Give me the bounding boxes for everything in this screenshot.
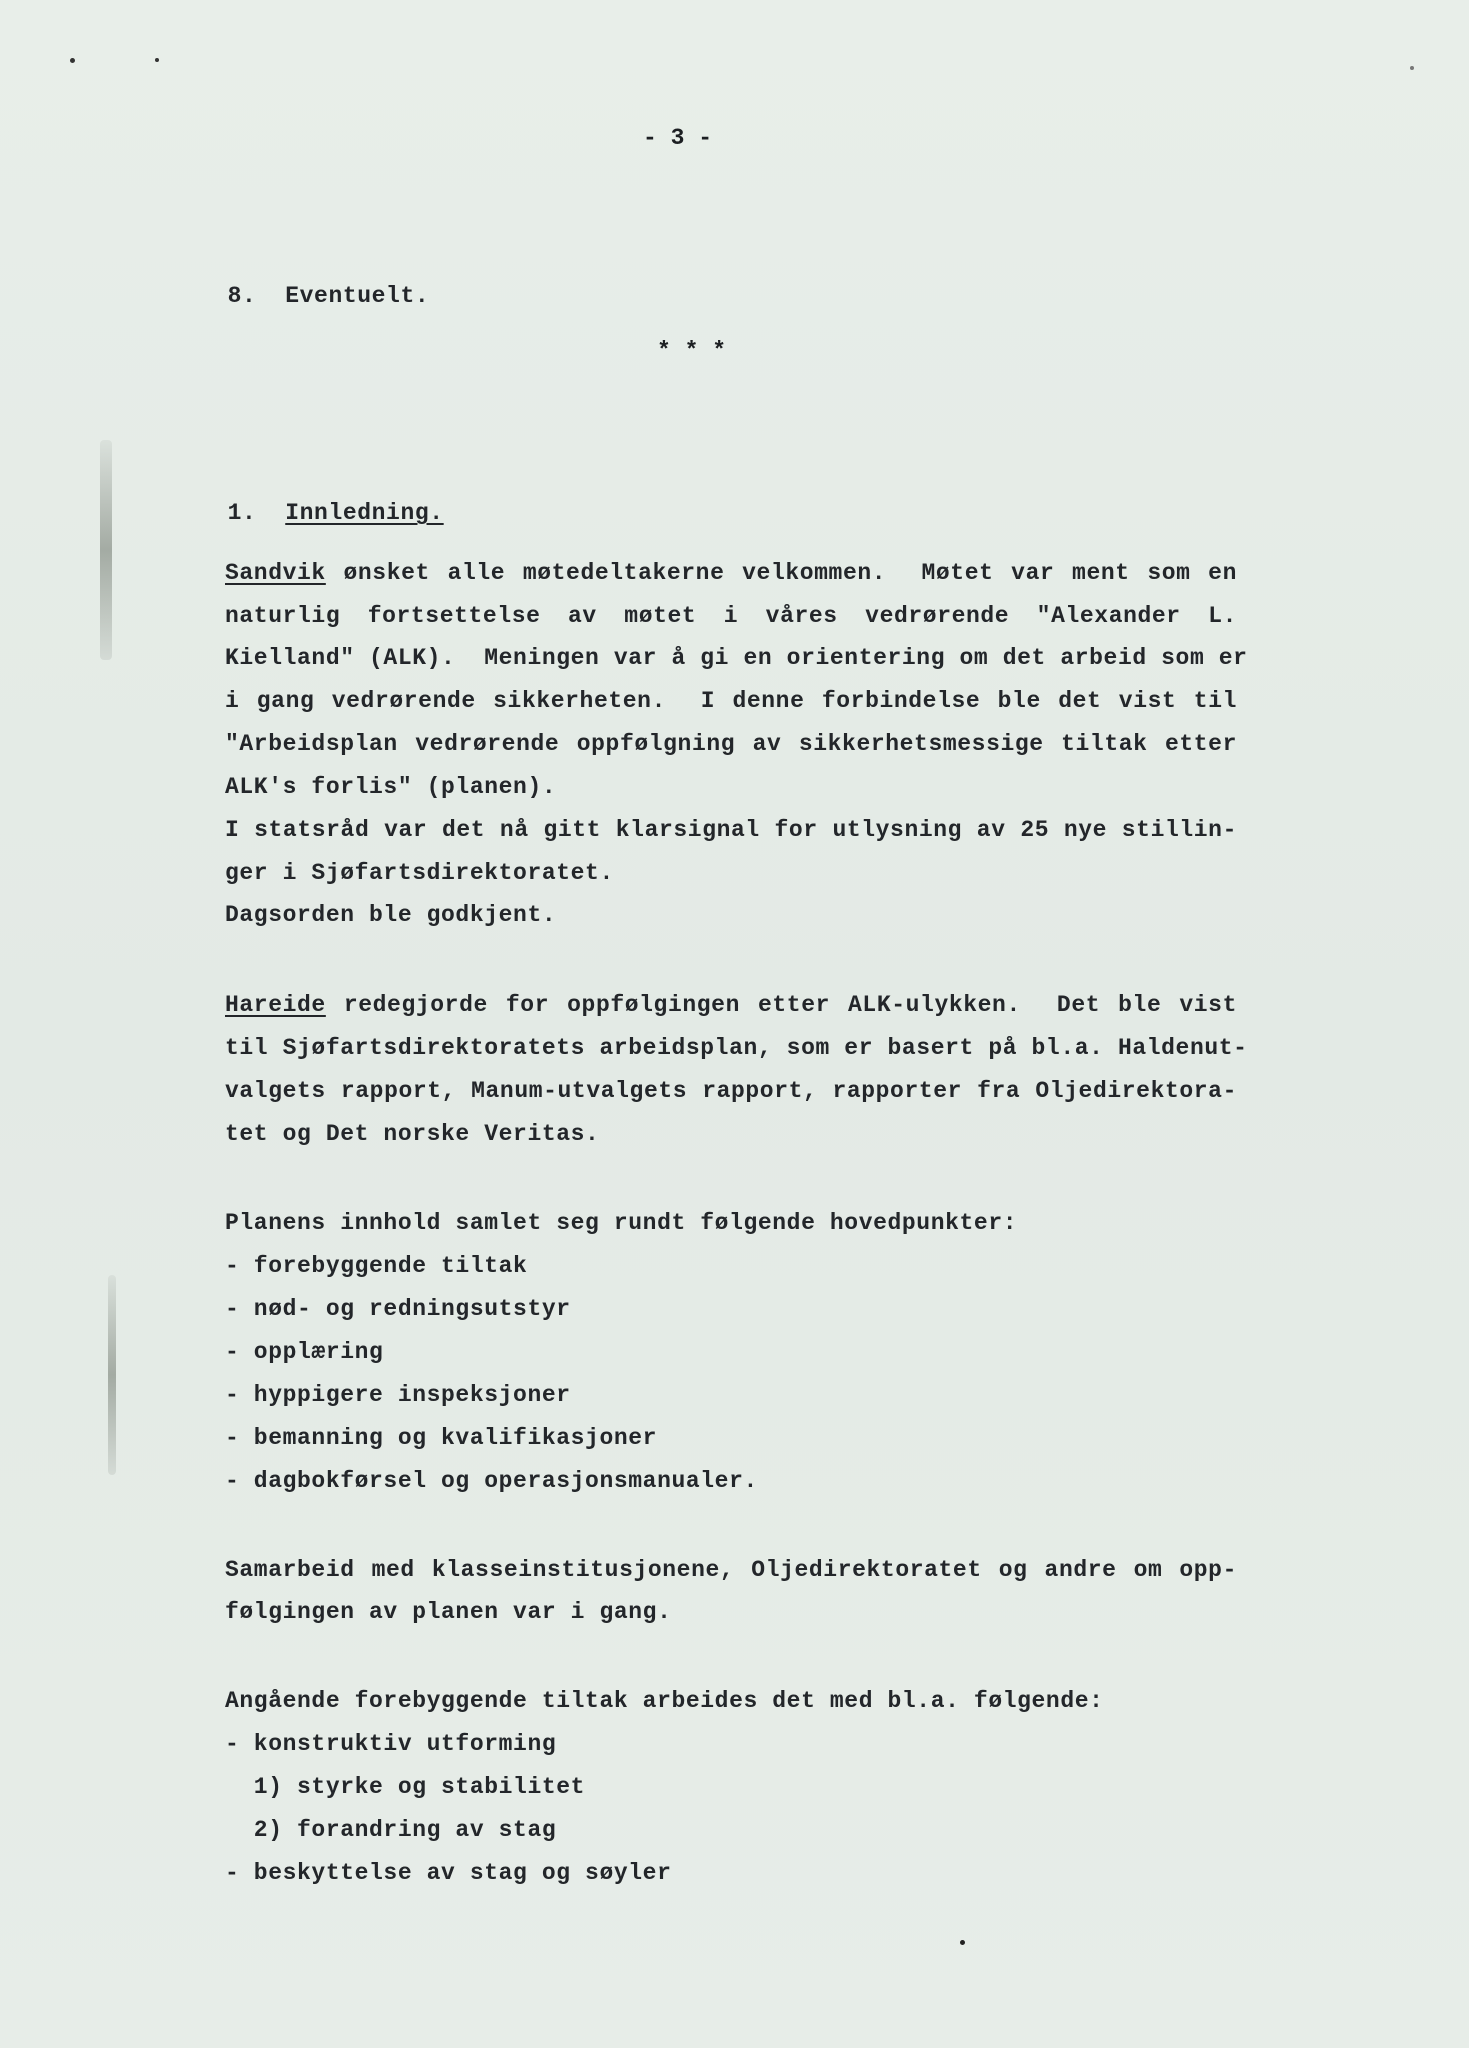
list-item: 2) forandring av stag [225, 1817, 557, 1843]
paragraph-line: Dagsorden ble godkjent. [225, 902, 557, 928]
speaker-name: Sandvik [225, 560, 326, 586]
list-item: - beskyttelse av stag og søyler [225, 1860, 672, 1886]
paragraph-line: til Sjøfartsdirektoratets arbeidsplan, som er basert på bl.a. Haldenut- [225, 1035, 1248, 1061]
list-intro: Planens innhold samlet seg rundt følgende hovedpunkter: [225, 1210, 1018, 1236]
scan-speck [155, 58, 159, 62]
section-number: 1. [227, 500, 257, 526]
list-item: 1) styrke og stabilitet [225, 1774, 586, 1800]
speaker-name: Hareide [225, 992, 326, 1018]
section-title: Innledning. [285, 500, 444, 526]
scan-speck [960, 1940, 965, 1945]
list-item: - dagbokførsel og operasjonsmanualer. [225, 1468, 758, 1494]
agenda-item-8 [170, 251, 429, 341]
scan-streak [100, 440, 112, 660]
paragraph-line: Sandvik ønsket alle møtedeltakerne velkommen. Møtet var ment som en [225, 560, 1237, 586]
paragraph-line: I statsråd var det nå gitt klarsignal for utlysning av 25 nye stillin- [225, 817, 1237, 843]
list-intro: Angående forebyggende tiltak arbeides det med bl.a. følgende: [225, 1688, 1104, 1714]
paragraph-line: Samarbeid med klasseinstitusjonene, Oljedirektoratet og andre om opp- [225, 1557, 1237, 1583]
list-item: - nød- og redningsutstyr [225, 1296, 571, 1322]
scan-speck [70, 58, 75, 63]
list-item: - hyppigere inspeksjoner [225, 1382, 571, 1408]
agenda-item-number: 8. [227, 283, 257, 309]
section-separator: * * * [657, 338, 727, 364]
scan-streak [108, 1275, 116, 1475]
paragraph-line: Kielland" (ALK). Meningen var å gi en orientering om det arbeid som er [225, 645, 1248, 671]
list-item: - konstruktiv utforming [225, 1731, 557, 1757]
agenda-item-title: Eventuelt. [285, 283, 430, 309]
paragraph-line: valgets rapport, Manum-utvalgets rapport, rapporter fra Oljedirektora- [225, 1078, 1237, 1104]
page-number: - 3 - [643, 125, 713, 151]
paragraph-line: følgingen av planen var i gang. [225, 1599, 672, 1625]
paragraph-line: ger i Sjøfartsdirektoratet. [225, 860, 614, 886]
paragraph-line: naturlig fortsettelse av møtet i våres vedrørende "Alexander L. [225, 603, 1237, 629]
paragraph-line: i gang vedrørende sikkerheten. I denne forbindelse ble det vist til [225, 688, 1237, 714]
section-heading [170, 468, 444, 558]
paragraph-line: tet og Det norske Veritas. [225, 1121, 600, 1147]
scan-speck [1410, 66, 1414, 70]
paragraph-line: Hareide redegjorde for oppfølgingen etter ALK-ulykken. Det ble vist [225, 992, 1237, 1018]
list-item: - forebyggende tiltak [225, 1253, 528, 1279]
paragraph-line: "Arbeidsplan vedrørende oppfølgning av sikkerhetsmessige tiltak etter [225, 731, 1237, 757]
list-item: - bemanning og kvalifikasjoner [225, 1425, 658, 1451]
list-item: - opplæring [225, 1339, 384, 1365]
paragraph-line: ALK's forlis" (planen). [225, 774, 557, 800]
